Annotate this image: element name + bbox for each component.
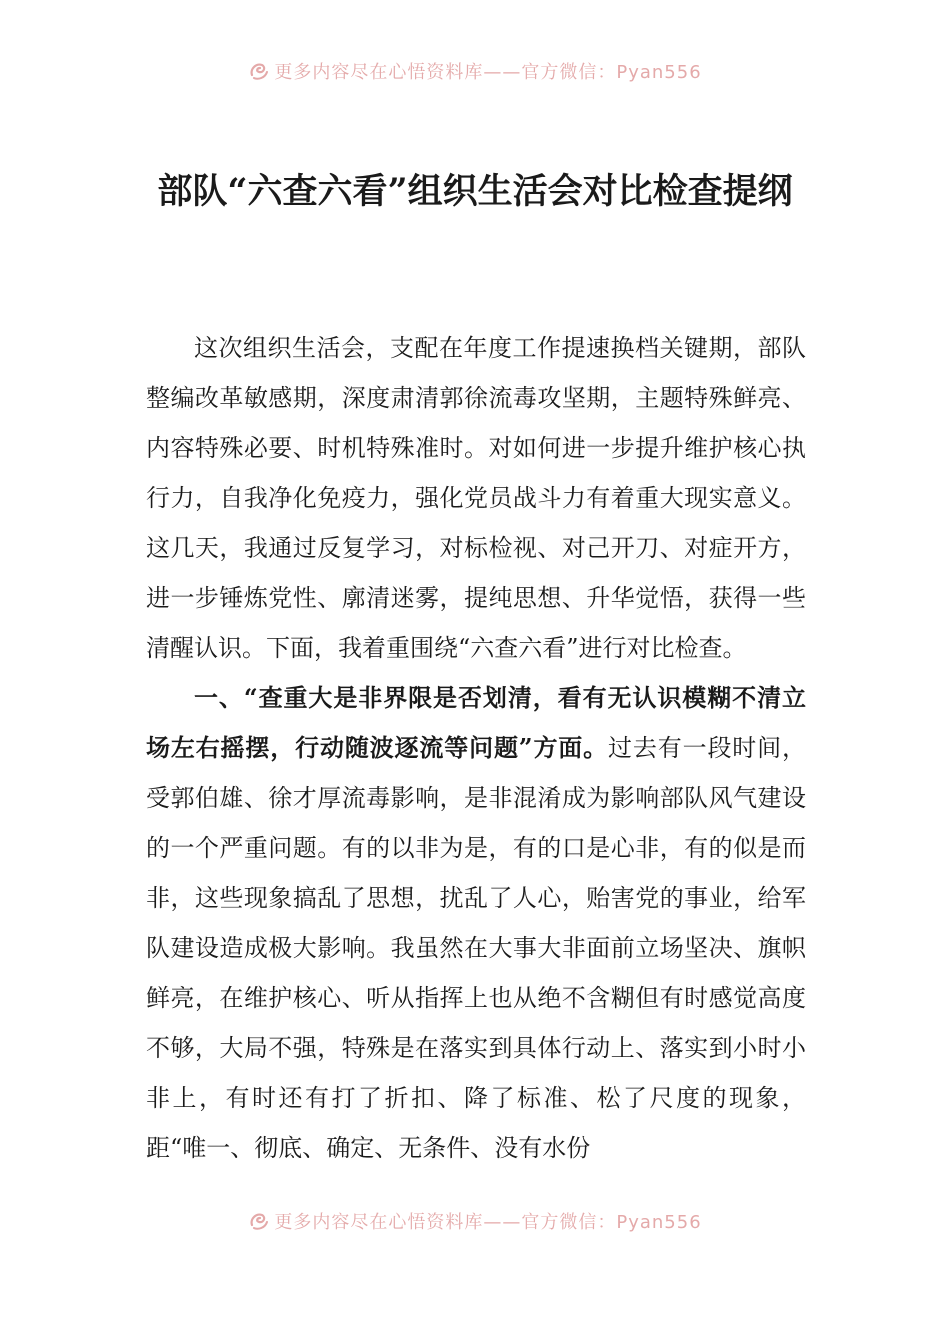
- watermark-header: [0, 58, 950, 84]
- watermark-text: 更多内容尽在心悟资料库——官方微信：Pyan556: [274, 62, 702, 83]
- swirl-logo-icon: [248, 1211, 270, 1235]
- watermark-footer: [0, 1208, 950, 1234]
- section-1-heading: 一、“查重大是非界限是否划清，看有无认识模糊不清立场左右摇摆，行动随波逐流等问题”方面。: [146, 683, 806, 762]
- document-title: 部队“六查六看”组织生活会对比检查提纲: [157, 171, 793, 212]
- intro-paragraph: 这次组织生活会，支配在年度工作提速换档关键期，部队整编改革敏感期，深度肃清郭徐流毒攻坚期，主题特殊鲜亮、内容特殊必要、时机特殊准时。对如何进一步提升维护核心执行力，自我净化免疫力，强化党员战斗力有着重大现实意义。这几天，我通过反复学习，对标检视、对己开刀、对症开方，进一步锤炼党性、廓清迷雾，提纯思想、升华觉悟，获得一些清醒认识。下面，我着重围绕“六查六看”进行对比检查。: [146, 334, 806, 662]
- swirl-logo-icon: [248, 61, 270, 85]
- section-1-paragraph: [146, 673, 806, 1173]
- watermark-text: 更多内容尽在心悟资料库——官方微信：Pyan556: [274, 1212, 702, 1233]
- document-body: [146, 323, 806, 1173]
- section-1-text: 过去有一段时间，受郭伯雄、徐才厚流毒影响，是非混淆成为影响部队风气建设的一个严重问题。有的以非为是，有的口是心非，有的似是而非，这些现象搞乱了思想，扰乱了人心，贻害党的事业，给军队建设造成极大影响。我虽然在大事大非面前立场坚决、旗帜鲜亮，在维护核心、听从指挥上也从绝不含糊但有时感觉高度不够，大局不强，特殊是在落实到具体行动上、落实到小时小非上，有时还有打了折扣、降了标准、松了尺度的现象，距“唯一、彻底、确定、无条件、没有水份: [146, 734, 807, 1162]
